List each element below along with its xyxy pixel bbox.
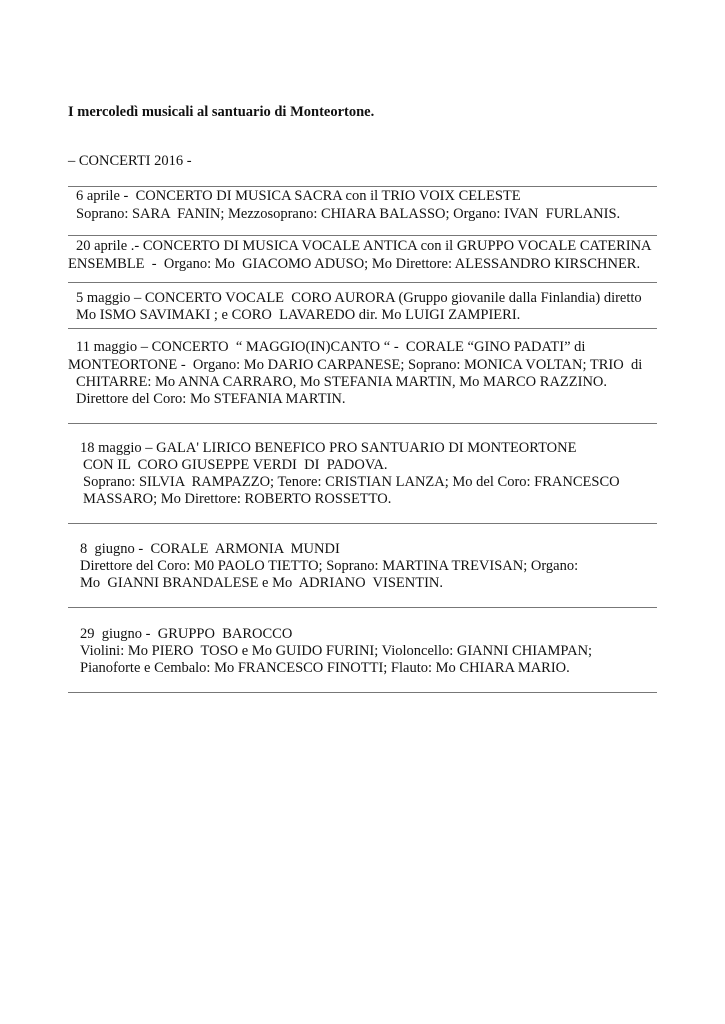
divider [68,328,657,329]
divider [68,523,657,524]
concert-line: Pianoforte e Cembalo: Mo FRANCESCO FINOTTI; Flauto: Mo CHIARA MARIO. [80,660,570,676]
concert-line: ENSEMBLE - Organo: Mo GIACOMO ADUSO; Mo Direttore: ALESSANDRO KIRSCHNER. [68,256,641,272]
concert-line: 5 maggio – CONCERTO VOCALE CORO AURORA (Gruppo giovanile dalla Finlandia) diretto [76,290,642,306]
concert-line: Direttore del Coro: M0 PAOLO TIETTO; Soprano: MARTINA TREVISAN; Organo: [80,558,579,574]
concert-line: 8 giugno - CORALE ARMONIA MUNDI [80,541,340,557]
concert-line: MASSARO; Mo Direttore: ROBERTO ROSSETTO. [83,491,392,507]
concert-line: 11 maggio – CONCERTO “ MAGGIO(IN)CANTO “ - CORALE “GINO PADATI” di [76,339,586,355]
concert-line: Direttore del Coro: Mo STEFANIA MARTIN. [76,391,346,407]
concert-line: 6 aprile - CONCERTO DI MUSICA SACRA con il TRIO VOIX CELESTE [76,188,521,204]
divider [68,692,657,693]
concert-line: CON IL CORO GIUSEPPE VERDI DI PADOVA. [83,457,388,473]
divider [68,607,657,608]
concert-line: CHITARRE: Mo ANNA CARRARO, Mo STEFANIA MARTIN, Mo MARCO RAZZINO. [76,374,608,390]
concert-line: Soprano: SILVIA RAMPAZZO; Tenore: CRISTIAN LANZA; Mo del Coro: FRANCESCO [83,474,620,490]
concert-line: Mo GIANNI BRANDALESE e Mo ADRIANO VISENTIN. [80,575,444,591]
divider [68,423,657,424]
concert-line: 29 giugno - GRUPPO BAROCCO [80,626,293,642]
concert-line: 20 aprile .- CONCERTO DI MUSICA VOCALE ANTICA con il GRUPPO VOCALE CATERINA [76,238,652,254]
concert-line: Violini: Mo PIERO TOSO e Mo GUIDO FURINI; Violoncello: GIANNI CHIAMPAN; [80,643,593,659]
concert-line: Mo ISMO SAVIMAKI ; e CORO LAVAREDO dir. Mo LUIGI ZAMPIERI. [76,307,521,323]
concert-line: Soprano: SARA FANIN; Mezzosoprano: CHIARA BALASSO; Organo: IVAN FURLANIS. [76,206,621,222]
concert-line: 18 maggio – GALA' LIRICO BENEFICO PRO SANTUARIO DI MONTEORTONE [80,440,577,456]
concert-line: MONTEORTONE - Organo: Mo DARIO CARPANESE; Soprano: MONICA VOLTAN; TRIO di [68,357,643,373]
page-title: I mercoledì musicali al santuario di Monteortone. [68,104,375,120]
page-subtitle: – CONCERTI 2016 - [68,153,192,169]
divider [68,235,657,236]
divider [68,282,657,283]
